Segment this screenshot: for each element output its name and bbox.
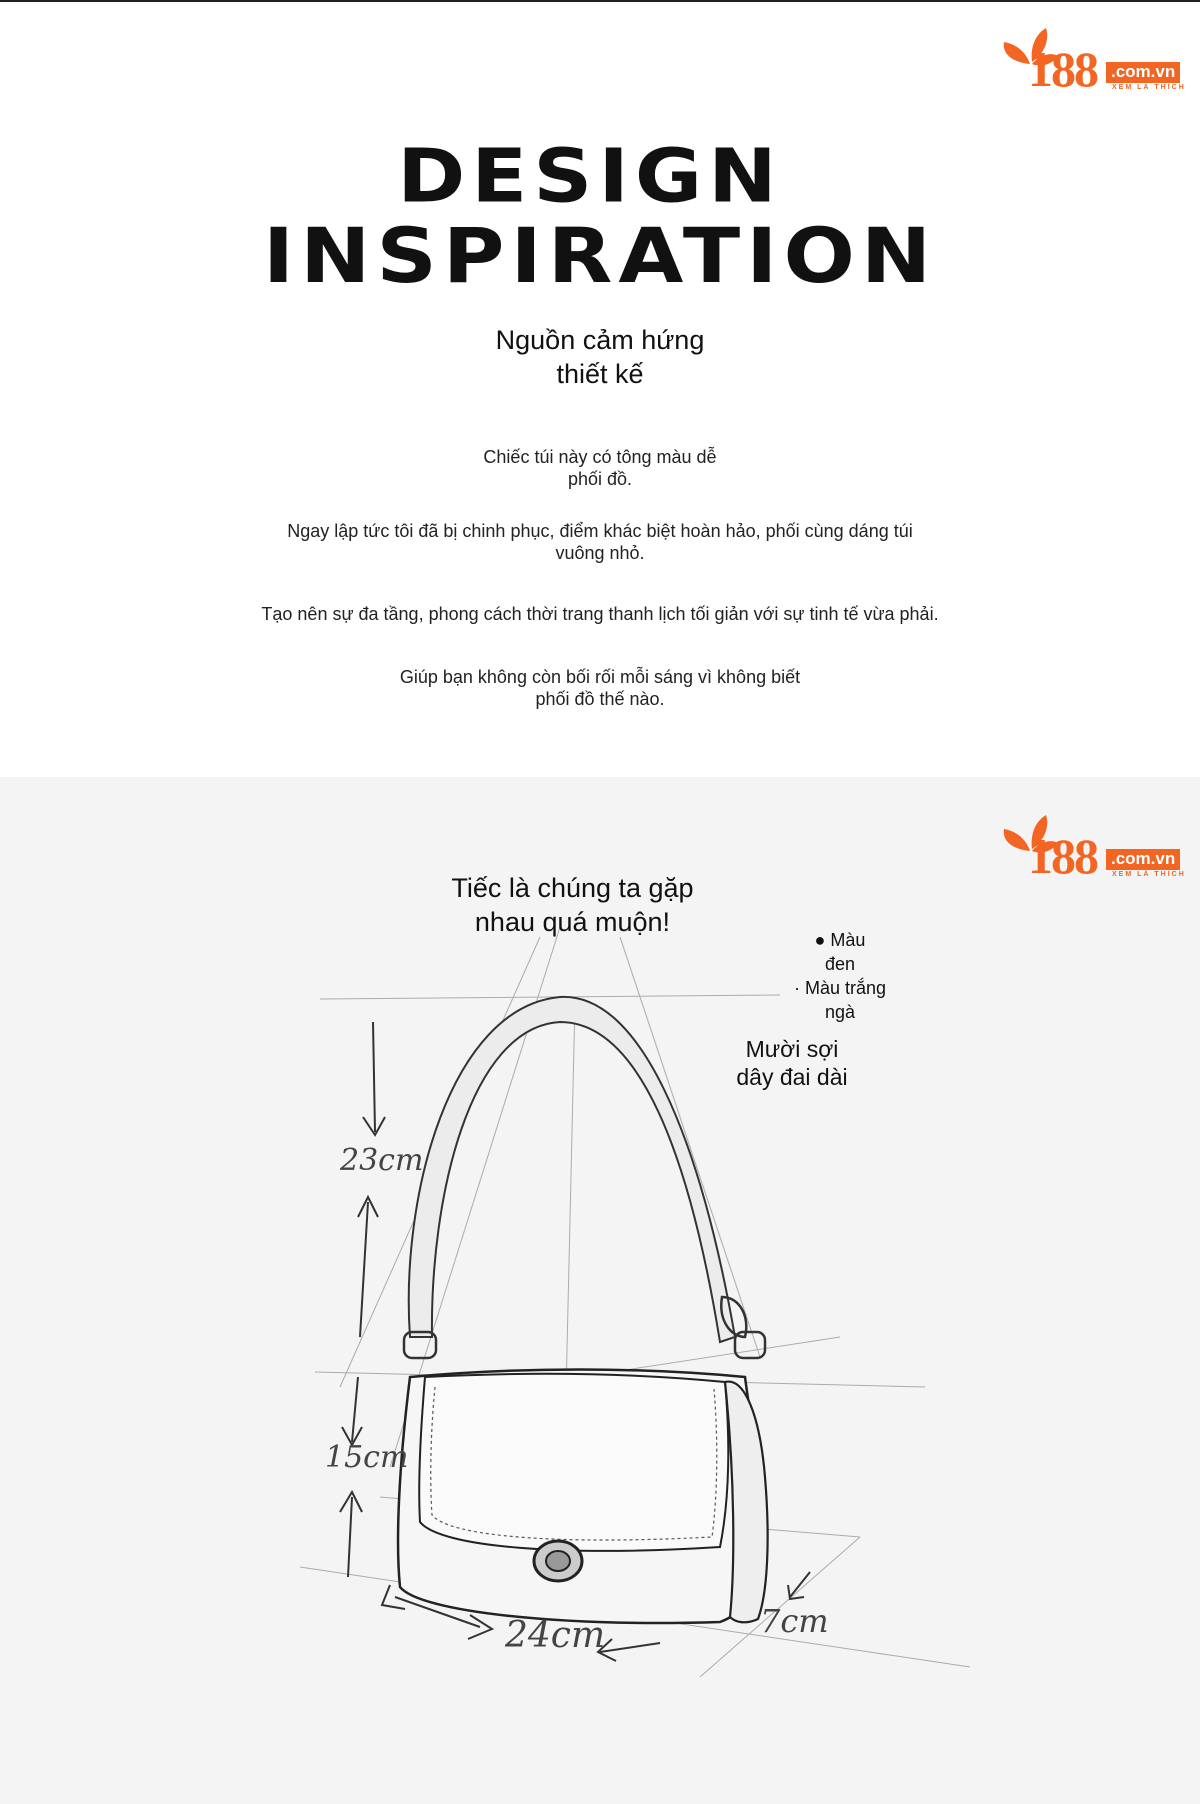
color-line-3: · Màu trắng bbox=[793, 978, 887, 998]
paragraph-3-line-1: Tạo nên sự đa tầng, phong cách thời trang thanh lịch tối giản với sự tinh tế vừa phải. bbox=[261, 604, 939, 624]
paragraph-2-line-1: Ngay lập tức tôi đã bị chinh phục, điểm khác biệt hoàn hảo, phối cùng dáng túi bbox=[287, 521, 913, 541]
logo-tagline: XEM LÀ THÍCH bbox=[1112, 871, 1186, 878]
subtitle bbox=[0, 323, 1200, 391]
strap-note-line-2: dây đai dài bbox=[736, 1064, 848, 1090]
bag-sketch-section bbox=[0, 777, 1200, 1804]
logo-domain: .com.vn bbox=[1106, 62, 1180, 83]
paragraph-2-line-2: vuông nhỏ. bbox=[555, 543, 645, 563]
sketch-heading-line-2: nhau quá muộn! bbox=[474, 907, 671, 937]
paragraph-4-line-2: phối đồ thế nào. bbox=[535, 689, 665, 709]
paragraph-3 bbox=[150, 603, 1050, 625]
dim-bag-height: 15cm bbox=[325, 1440, 409, 1475]
color-line-1: ● Màu bbox=[814, 930, 866, 950]
paragraph-4 bbox=[200, 666, 1000, 710]
dim-depth: 7cm bbox=[760, 1602, 829, 1640]
logo-domain: .com.vn bbox=[1106, 849, 1180, 870]
logo-number: 188 bbox=[1028, 41, 1097, 97]
dim-width: 24cm bbox=[505, 1615, 606, 1656]
color-options bbox=[770, 928, 910, 1024]
paragraph-4-line-1: Giúp bạn không còn bối rối mỗi sáng vì không biết bbox=[399, 667, 801, 687]
paragraph-2 bbox=[200, 520, 1000, 564]
subtitle-line-2: thiết kế bbox=[556, 359, 644, 389]
paragraph-1 bbox=[200, 446, 1000, 490]
strap-note-line-1: Mười sợi bbox=[745, 1036, 839, 1062]
strap-note bbox=[712, 1035, 872, 1091]
color-line-2: đen bbox=[824, 954, 856, 974]
design-inspiration-section bbox=[0, 2, 1200, 777]
paragraph-1-line-1: Chiếc túi này có tông màu dễ bbox=[483, 447, 717, 467]
paragraph-1-line-2: phối đồ. bbox=[567, 469, 633, 489]
logo-tagline: XEM LÀ THÍCH bbox=[1112, 84, 1186, 91]
headline-inspiration: INSPIRATION bbox=[262, 211, 938, 301]
color-line-4: ngà bbox=[824, 1002, 856, 1022]
sketch-heading-line-1: Tiếc là chúng ta gặp bbox=[451, 873, 694, 903]
dim-strap-height: 23cm bbox=[340, 1143, 424, 1178]
brand-logo[interactable] bbox=[1000, 24, 1190, 104]
sketch-heading bbox=[400, 871, 745, 939]
headline-design: DESIGN bbox=[397, 133, 783, 220]
logo-number: 188 bbox=[1028, 828, 1097, 884]
subtitle-line-1: Nguồn cảm hứng bbox=[495, 325, 705, 355]
